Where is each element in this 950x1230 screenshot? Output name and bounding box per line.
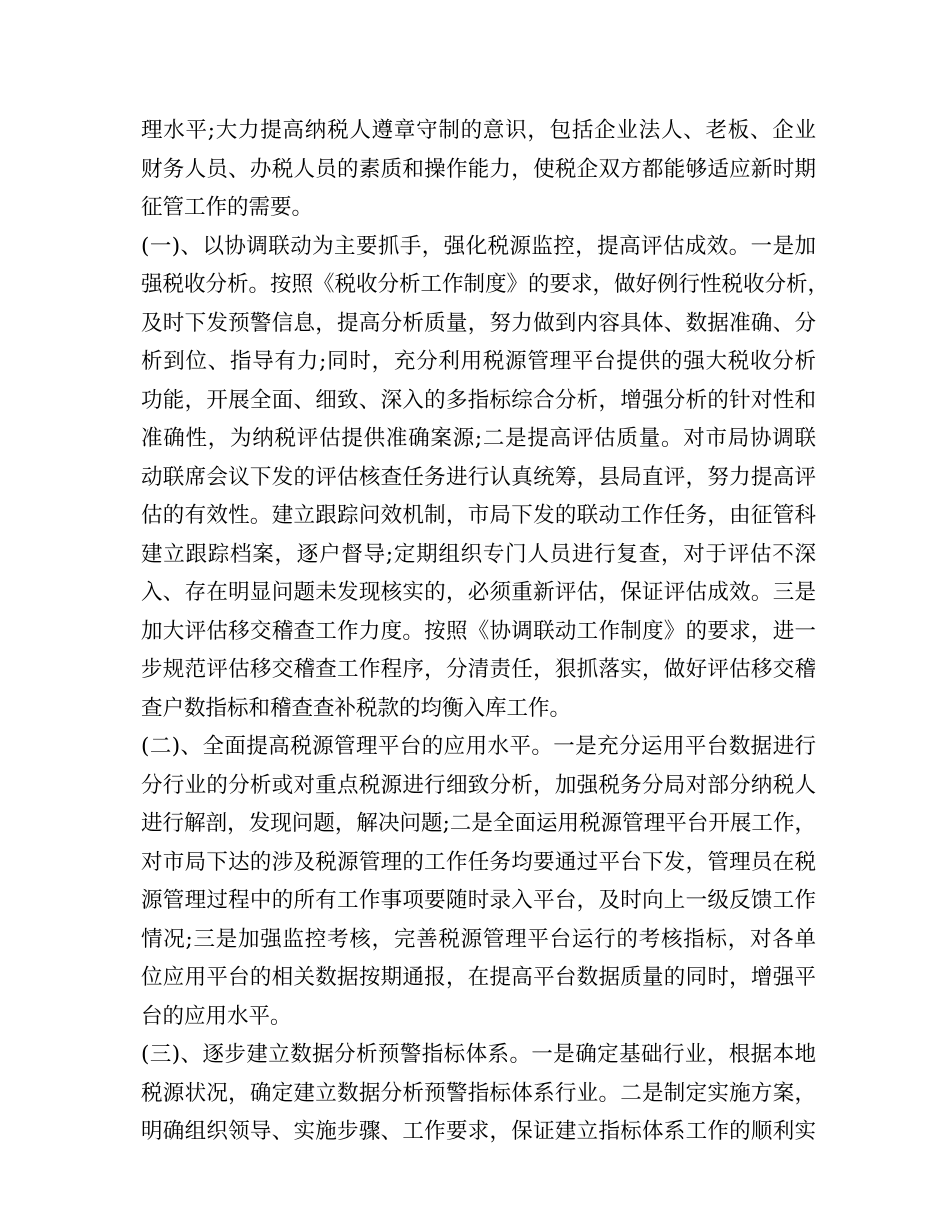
- text-line: 及时下发预警信息，提高分析质量，努力做到内容具体、数据准确、分: [141, 310, 816, 336]
- text-line: 明确组织领导、实施步骤、工作要求，保证建立指标体系工作的顺利实: [141, 1119, 816, 1144]
- text-line: 查户数指标和稽查查补税款的均衡入库工作。: [141, 695, 572, 721]
- text-line: 进行解剖，发现问题，解决问题;二是全面运用税源管理平台开展工作，: [141, 811, 816, 836]
- text-line: 步规范评估移交稽查工作程序，分清责任，狠抓落实，做好评估移交稽: [141, 657, 816, 682]
- text-line: 征管工作的需要。: [141, 195, 314, 220]
- text-line: 情况;三是加强监控考核，完善税源管理平台运行的考核指标，对各单: [141, 926, 816, 952]
- text-line: 位应用平台的相关数据按期通报，在提高平台数据质量的同时，增强平: [141, 965, 816, 990]
- text-line: 对市局下达的涉及税源管理的工作任务均要通过平台下发，管理员在税: [141, 849, 816, 875]
- text-line: (一)、以协调联动为主要抓手，强化税源监控，提高评估成效。一是加: [141, 233, 816, 259]
- text-line: 析到位、指导有力;同时，充分利用税源管理平台提供的强大税收分析: [141, 349, 816, 374]
- text-line: 源管理过程中的所有工作事项要随时录入平台，及时向上一级反馈工作: [141, 888, 816, 913]
- text-line: 入、存在明显问题未发现核实的，必须重新评估，保证评估成效。三是: [141, 580, 816, 605]
- text-line: 准确性，为纳税评估提供准确案源;二是提高评估质量。对市局协调联: [141, 426, 816, 451]
- text-line: 财务人员、办税人员的素质和操作能力，使税企双方都能够适应新时期: [141, 156, 816, 182]
- text-line: 理水平;大力提高纳税人遵章守制的意识，包括企业法人、老板、企业: [141, 118, 816, 143]
- text-line: 动联席会议下发的评估核查任务进行认真统筹，县局直评，努力提高评: [141, 464, 816, 490]
- text-line: (二)、全面提高税源管理平台的应用水平。一是充分运用平台数据进行: [141, 734, 816, 759]
- text-line: 强税收分析。按照《税收分析工作制度》的要求，做好例行性税收分析，: [141, 272, 830, 297]
- text-line: 建立跟踪档案，逐户督导;定期组织专门人员进行复查，对于评估不深: [141, 541, 816, 567]
- text-line: 估的有效性。建立跟踪问效机制，市局下发的联动工作任务，由征管科: [141, 503, 816, 528]
- text-line: 分行业的分析或对重点税源进行细致分析，加强税务分局对部分纳税人: [141, 772, 816, 798]
- document-body: [141, 112, 830, 1152]
- text-line: 加大评估移交稽查工作力度。按照《协调联动工作制度》的要求，进一: [141, 618, 816, 644]
- text-line: (三)、逐步建立数据分析预警指标体系。一是确定基础行业，根据本地: [141, 1042, 816, 1067]
- text-line: 功能，开展全面、细致、深入的多指标综合分析，增强分析的针对性和: [141, 387, 816, 413]
- text-line: 台的应用水平。: [141, 1003, 292, 1029]
- text-line: 税源状况，确定建立数据分析预警指标体系行业。二是制定实施方案，: [141, 1080, 816, 1106]
